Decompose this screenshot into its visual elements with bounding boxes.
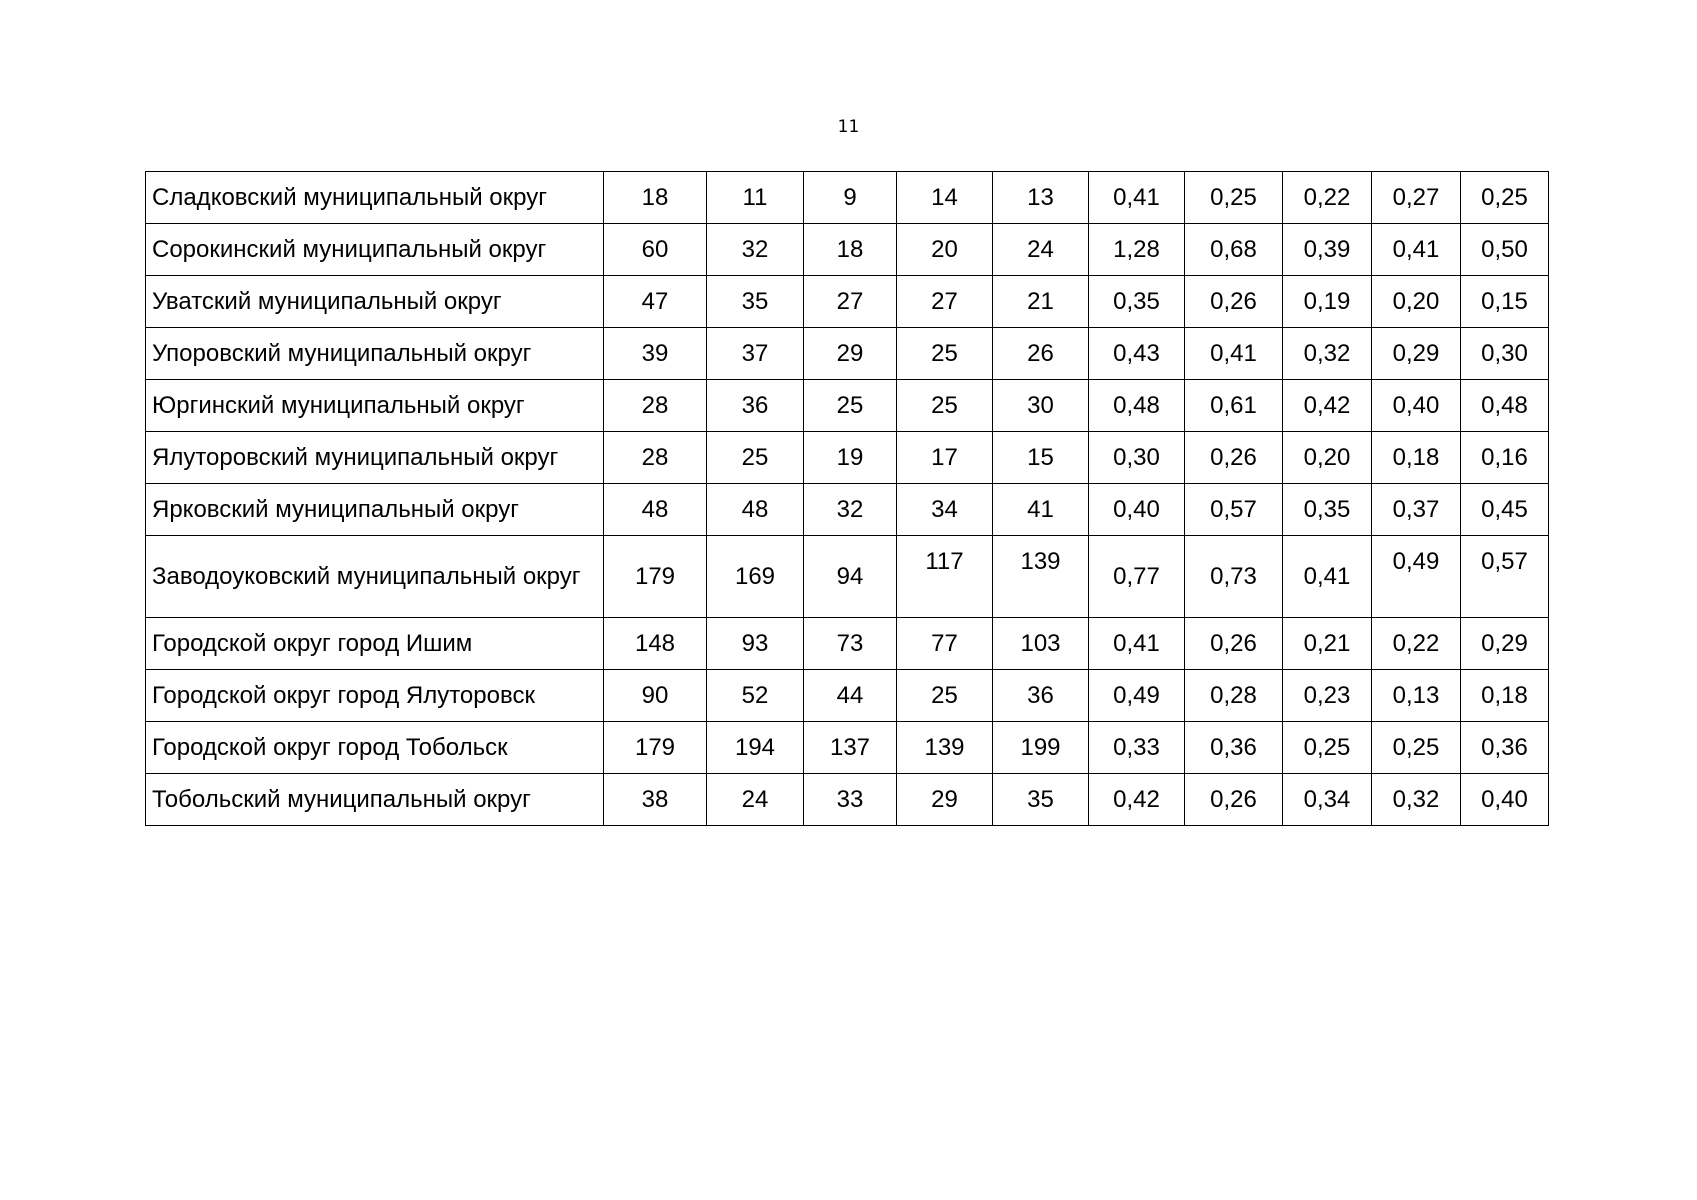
value-cell: 25: [707, 432, 804, 484]
value-cell: 18: [804, 224, 897, 276]
value-cell: 0,57: [1185, 484, 1283, 536]
table-row: [146, 618, 1549, 670]
value-cell: 39: [604, 328, 707, 380]
table-row: [146, 380, 1549, 432]
value-cell: 179: [604, 536, 707, 618]
value-cell: 0,57: [1461, 536, 1549, 618]
value-cell: 0,22: [1283, 172, 1372, 224]
value-cell: 0,20: [1372, 276, 1461, 328]
value-cell: 29: [897, 774, 993, 826]
value-cell: 0,36: [1461, 722, 1549, 774]
value-cell: 52: [707, 670, 804, 722]
value-cell: 0,18: [1461, 670, 1549, 722]
value-cell: 19: [804, 432, 897, 484]
row-name-cell: Городской округ город Ялуторовск: [146, 670, 604, 722]
value-cell: 0,40: [1372, 380, 1461, 432]
value-cell: 18: [604, 172, 707, 224]
value-cell: 41: [993, 484, 1089, 536]
value-cell: 139: [897, 722, 993, 774]
value-cell: 0,43: [1089, 328, 1185, 380]
value-cell: 0,36: [1185, 722, 1283, 774]
value-cell: 32: [707, 224, 804, 276]
value-cell: 0,48: [1089, 380, 1185, 432]
value-cell: 25: [897, 328, 993, 380]
table-row: [146, 722, 1549, 774]
table-row: [146, 670, 1549, 722]
value-cell: 36: [993, 670, 1089, 722]
value-cell: 0,30: [1089, 432, 1185, 484]
value-cell: 0,32: [1372, 774, 1461, 826]
value-cell: 0,25: [1372, 722, 1461, 774]
value-cell: 139: [993, 536, 1089, 618]
row-name-cell: Сорокинский муниципальный округ: [146, 224, 604, 276]
value-cell: 28: [604, 380, 707, 432]
value-cell: 0,42: [1089, 774, 1185, 826]
value-cell: 13: [993, 172, 1089, 224]
value-cell: 0,21: [1283, 618, 1372, 670]
value-cell: 117: [897, 536, 993, 618]
value-cell: 93: [707, 618, 804, 670]
value-cell: 0,41: [1089, 618, 1185, 670]
value-cell: 0,35: [1283, 484, 1372, 536]
value-cell: 0,29: [1461, 618, 1549, 670]
value-cell: 0,26: [1185, 774, 1283, 826]
value-cell: 0,28: [1185, 670, 1283, 722]
value-cell: 0,25: [1185, 172, 1283, 224]
value-cell: 0,27: [1372, 172, 1461, 224]
value-cell: 48: [707, 484, 804, 536]
row-name-cell: Заводоуковский муниципальный округ: [146, 536, 604, 618]
value-cell: 0,45: [1461, 484, 1549, 536]
value-cell: 15: [993, 432, 1089, 484]
value-cell: 0,49: [1089, 670, 1185, 722]
value-cell: 24: [707, 774, 804, 826]
value-cell: 137: [804, 722, 897, 774]
value-cell: 73: [804, 618, 897, 670]
value-cell: 36: [707, 380, 804, 432]
value-cell: 0,41: [1372, 224, 1461, 276]
value-cell: 29: [804, 328, 897, 380]
row-name-cell: Упоровский муниципальный округ: [146, 328, 604, 380]
row-name-cell: Ярковский муниципальный округ: [146, 484, 604, 536]
value-cell: 94: [804, 536, 897, 618]
value-cell: 0,25: [1461, 172, 1549, 224]
value-cell: 1,28: [1089, 224, 1185, 276]
value-cell: 0,26: [1185, 432, 1283, 484]
value-cell: 90: [604, 670, 707, 722]
row-name-cell: Городской округ город Тобольск: [146, 722, 604, 774]
value-cell: 11: [707, 172, 804, 224]
value-cell: 38: [604, 774, 707, 826]
value-cell: 169: [707, 536, 804, 618]
value-cell: 148: [604, 618, 707, 670]
value-cell: 24: [993, 224, 1089, 276]
value-cell: 0,48: [1461, 380, 1549, 432]
row-name-cell: Тобольский муниципальный округ: [146, 774, 604, 826]
value-cell: 34: [897, 484, 993, 536]
value-cell: 0,73: [1185, 536, 1283, 618]
value-cell: 21: [993, 276, 1089, 328]
row-name-cell: Сладковский муниципальный округ: [146, 172, 604, 224]
row-name-cell: Городской округ город Ишим: [146, 618, 604, 670]
value-cell: 27: [897, 276, 993, 328]
table-row: [146, 328, 1549, 380]
row-name-cell: Ялуторовский муниципальный округ: [146, 432, 604, 484]
table-row: [146, 536, 1549, 618]
value-cell: 103: [993, 618, 1089, 670]
row-name-cell: Уватский муниципальный округ: [146, 276, 604, 328]
value-cell: 0,29: [1372, 328, 1461, 380]
table-row: [146, 484, 1549, 536]
value-cell: 0,25: [1283, 722, 1372, 774]
value-cell: 0,41: [1089, 172, 1185, 224]
value-cell: 0,19: [1283, 276, 1372, 328]
value-cell: 37: [707, 328, 804, 380]
value-cell: 0,20: [1283, 432, 1372, 484]
value-cell: 0,50: [1461, 224, 1549, 276]
value-cell: 0,49: [1372, 536, 1461, 618]
value-cell: 0,41: [1283, 536, 1372, 618]
value-cell: 35: [707, 276, 804, 328]
value-cell: 77: [897, 618, 993, 670]
value-cell: 0,26: [1185, 276, 1283, 328]
value-cell: 48: [604, 484, 707, 536]
value-cell: 25: [897, 380, 993, 432]
value-cell: 0,61: [1185, 380, 1283, 432]
value-cell: 0,30: [1461, 328, 1549, 380]
value-cell: 194: [707, 722, 804, 774]
value-cell: 14: [897, 172, 993, 224]
value-cell: 28: [604, 432, 707, 484]
value-cell: 0,77: [1089, 536, 1185, 618]
value-cell: 25: [897, 670, 993, 722]
value-cell: 0,23: [1283, 670, 1372, 722]
table-row: [146, 774, 1549, 826]
value-cell: 44: [804, 670, 897, 722]
value-cell: 0,32: [1283, 328, 1372, 380]
value-cell: 35: [993, 774, 1089, 826]
value-cell: 0,34: [1283, 774, 1372, 826]
table-row: [146, 224, 1549, 276]
value-cell: 60: [604, 224, 707, 276]
value-cell: 0,40: [1461, 774, 1549, 826]
value-cell: 25: [804, 380, 897, 432]
value-cell: 0,16: [1461, 432, 1549, 484]
value-cell: 32: [804, 484, 897, 536]
table-row: [146, 172, 1549, 224]
value-cell: 33: [804, 774, 897, 826]
value-cell: 0,39: [1283, 224, 1372, 276]
value-cell: 0,15: [1461, 276, 1549, 328]
value-cell: 0,42: [1283, 380, 1372, 432]
value-cell: 0,40: [1089, 484, 1185, 536]
table-body: [146, 172, 1549, 826]
value-cell: 26: [993, 328, 1089, 380]
value-cell: 27: [804, 276, 897, 328]
value-cell: 0,35: [1089, 276, 1185, 328]
value-cell: 179: [604, 722, 707, 774]
value-cell: 0,68: [1185, 224, 1283, 276]
value-cell: 0,13: [1372, 670, 1461, 722]
value-cell: 0,41: [1185, 328, 1283, 380]
table-row: [146, 276, 1549, 328]
value-cell: 0,18: [1372, 432, 1461, 484]
value-cell: 0,33: [1089, 722, 1185, 774]
value-cell: 199: [993, 722, 1089, 774]
value-cell: 20: [897, 224, 993, 276]
value-cell: 47: [604, 276, 707, 328]
statistics-table: [145, 171, 1549, 826]
value-cell: 9: [804, 172, 897, 224]
value-cell: 0,26: [1185, 618, 1283, 670]
value-cell: 17: [897, 432, 993, 484]
page-number: 11: [837, 117, 860, 137]
value-cell: 30: [993, 380, 1089, 432]
row-name-cell: Юргинский муниципальный округ: [146, 380, 604, 432]
table-row: [146, 432, 1549, 484]
value-cell: 0,37: [1372, 484, 1461, 536]
value-cell: 0,22: [1372, 618, 1461, 670]
